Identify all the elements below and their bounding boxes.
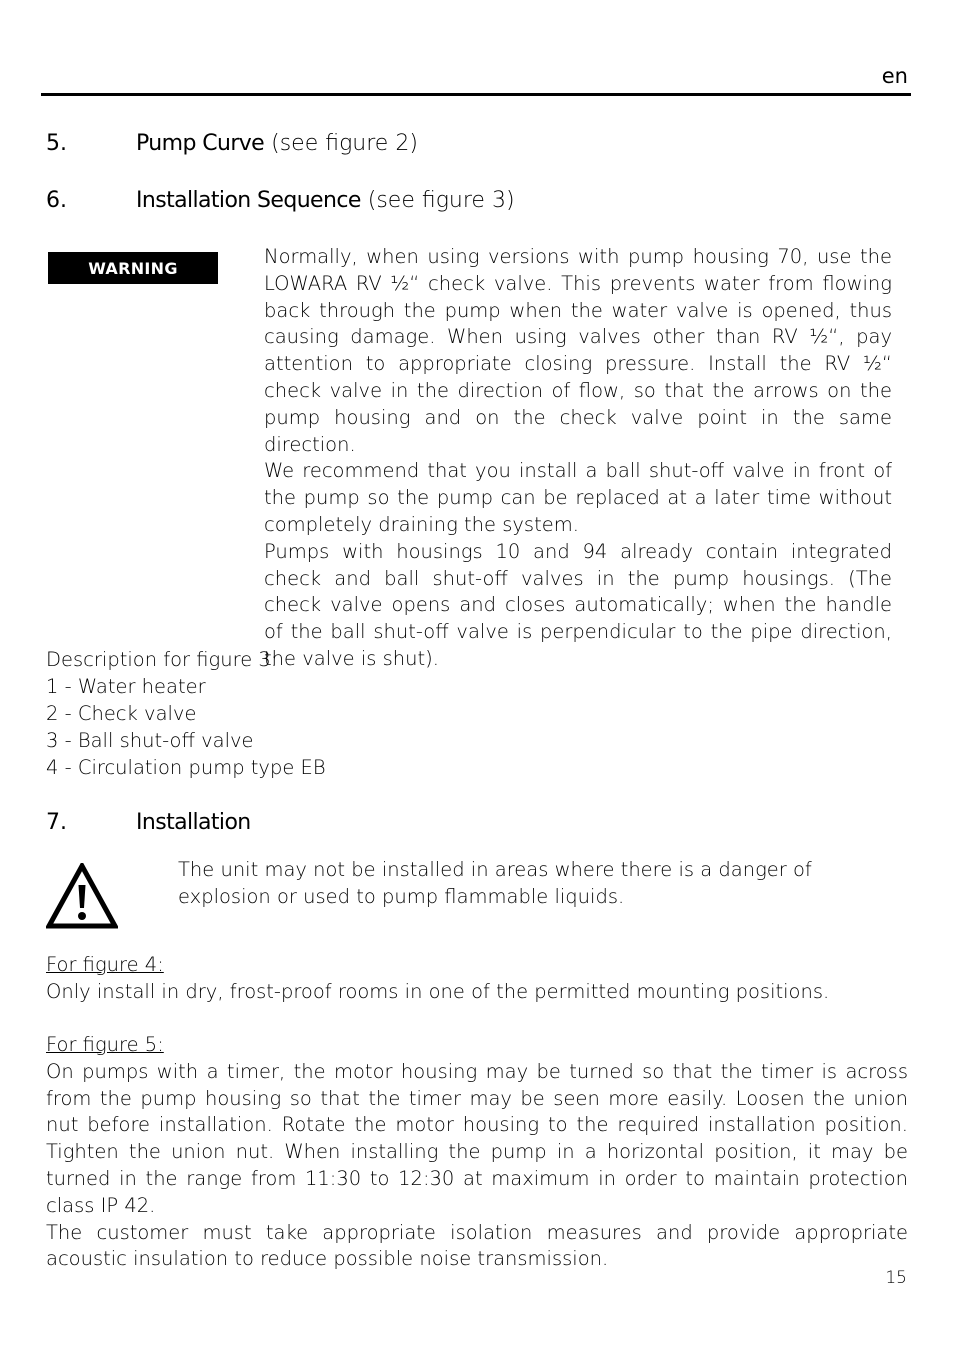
header-rule	[41, 93, 911, 96]
section-6-title: Installation Sequence	[136, 188, 361, 213]
list-item: 1 - Water heater	[46, 675, 206, 698]
section-7-number: 7.	[46, 810, 67, 835]
section-7-title: Installation	[136, 810, 251, 835]
warning-triangle-icon	[46, 863, 118, 929]
section-6-number: 6.	[46, 188, 67, 213]
warning-paragraph-2: We recommend that you install a ball shut-off valve in front of the pump so the pump can be replaced at a later time without completely draining the system.	[264, 459, 892, 536]
section-6-title-wrap	[136, 188, 515, 213]
figure-5-paragraph-1: On pumps with a timer, the motor housing may be turned so that the timer is across from the pump housing so that the timer may be seen more easily. Loosen the union nut before installation. Rotate the motor housing to the required installation position. Tighten the union nut. When installing the pump in a horizontal position, it may be turned in the range from 11:30 to 12:30 at maximum in order to maintain protection class IP 42.	[46, 1059, 908, 1217]
list-item: 4 - Circulation pump type EB	[46, 756, 326, 779]
section-5-number: 5.	[46, 131, 67, 156]
warning-paragraph-1: Normally, when using versions with pump housing 70, use the LOWARA RV ½“ check valve. This prevents water from flowing back through the pump when the water valve is opened, thus causing damage. When using valves other than RV ½“, pay attention to appropriate closing pressure. Install the RV ½“ check valve in the direction of flow, so that the arrows on the pump housing and on the check valve point in the same direction.	[264, 245, 892, 456]
section-5-figure-ref: (see figure 2)	[264, 131, 418, 156]
figure-4-text: Only install in dry, frost-proof rooms in one of the permitted mounting positions.	[46, 979, 830, 1003]
figure-5-block	[46, 1032, 908, 1273]
language-code: en	[881, 64, 908, 88]
figure-3-intro: Description for figure 3:	[46, 648, 278, 671]
section-6-figure-ref: (see figure 3)	[360, 188, 515, 213]
page-number: 15	[885, 1268, 907, 1288]
hazard-text: The unit may not be installed in areas where there is a danger of explosion or used to pump flammable liquids.	[178, 858, 812, 908]
list-item: 3 - Ball shut-off valve	[46, 729, 254, 752]
section-5-title: Pump Curve	[136, 131, 265, 156]
list-item: 2 - Check valve	[46, 702, 197, 725]
figure-5-paragraph-2: The customer must take appropriate isolation measures and provide appropriate acoustic insulation to reduce possible noise transmission.	[46, 1220, 908, 1271]
figure-3-description	[46, 646, 326, 781]
figure-4-label: For figure 4:	[46, 953, 164, 976]
section-5-title-wrap	[136, 131, 418, 156]
figure-4-block	[46, 952, 908, 1006]
figure-5-label: For figure 5:	[46, 1033, 164, 1056]
warning-paragraph-3: Pumps with housings 10 and 94 already contain integrated check and ball shut-off valves in the pump housings. (The check valve opens and closes automatically; when the handle of the ball shut-off valve is perpendicular to the pipe direction, the valve is shut).	[264, 539, 892, 670]
warning-badge: WARNING	[48, 252, 218, 284]
warning-text	[264, 244, 892, 673]
